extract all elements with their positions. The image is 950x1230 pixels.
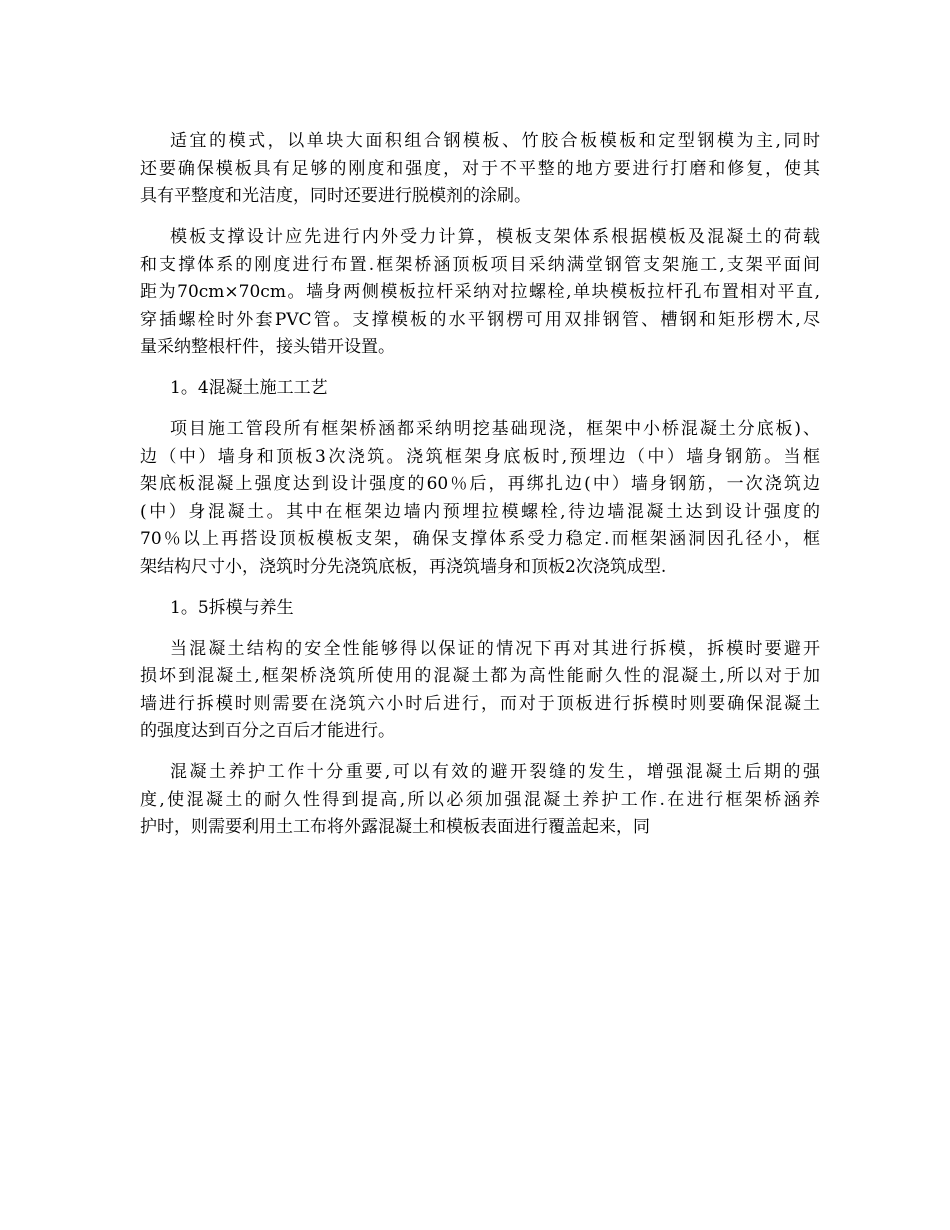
- text-line: 边（中）墙身和顶板3次浇筑。浇筑框架身底板时,预埋边（中）墙身钢筋。当框: [140, 446, 820, 467]
- text-line: 和支撑体系的刚度进行布置.框架桥涵顶板项目采纳满堂钢管支架施工,支架平面间: [140, 254, 820, 275]
- text-line: 混凝土养护工作十分重要,可以有效的避开裂缝的发生，增强混凝土后期的强: [170, 762, 820, 782]
- paragraph-curing: [140, 759, 820, 842]
- text-line: 度,使混凝土的耐久性得到提高,所以必须加强混凝土养护工作.在进行框架桥涵养: [140, 789, 820, 810]
- paragraph-formwork-support: [140, 224, 820, 362]
- text-line: 护时，则需要利用土工布将外露混凝土和模板表面进行覆盖起来，同: [140, 817, 650, 837]
- text-line: 模板支撑设计应先进行内外受力计算，模板支架体系根据模板及混凝土的荷载: [170, 227, 820, 247]
- paragraph-concrete-process: [140, 416, 820, 581]
- text-line: 的强度达到百分之百后才能进行。: [140, 721, 395, 741]
- text-line: 适宜的模式，以单块大面积组合钢模板、竹胶合板模板和定型钢模为主,同时: [170, 131, 820, 151]
- document-body: [140, 128, 820, 855]
- text-line: 损坏到混凝土,框架桥浇筑所使用的混凝土都为高性能耐久性的混凝土,所以对于加: [140, 666, 820, 686]
- text-line: (中）身混凝土。其中在框架边墙内预埋拉模螺栓,待边墙混凝土达到设计强度的: [140, 501, 820, 522]
- text-line: 架底板混凝上强度达到设计强度的60％后，再绑扎边(中）墙身钢筋，一次浇筑边: [140, 474, 820, 494]
- text-line: 墙进行拆模时则需要在浇筑六小时后进行，而对于顶板进行拆模时则要确保混凝土: [140, 693, 820, 714]
- text-line: 70％以上再搭设顶板模板支架，确保支撑体系受力稳定.而框架涵洞因孔径小，框: [140, 529, 820, 549]
- paragraph-form-removal: [140, 636, 820, 746]
- text-line: 距为70cm×70cm。墙身两侧模板拉杆采纳对拉螺栓,单块模板拉杆孔布置相对平直,: [140, 282, 820, 302]
- text-line: 架结构尺寸小，浇筑时分先浇筑底板，再浇筑墙身和顶板2次浇筑成型.: [140, 556, 667, 577]
- section-heading-text: 1。4混凝土施工工艺: [170, 378, 328, 398]
- section-heading-1-4: [140, 375, 820, 403]
- section-heading-text: 1。5拆模与养生: [170, 597, 294, 618]
- text-line: 具有平整度和光洁度，同时还要进行脱模剂的涂刷。: [140, 186, 531, 206]
- text-line: 还要确保模板具有足够的刚度和强度，对于不平整的地方要进行打磨和修复，使其: [140, 158, 820, 179]
- text-line: 穿插螺栓时外套PVC管。支撑模板的水平钢楞可用双排钢管、槽钢和矩形楞木,尽: [140, 309, 820, 330]
- text-line: 当混凝土结构的安全性能够得以保证的情况下再对其进行拆模，拆模时要避开: [170, 638, 820, 659]
- text-line: 量采纳整根杆件，接头错开设置。: [140, 337, 395, 357]
- paragraph-formwork-mode: [140, 128, 820, 211]
- section-heading-1-5: [140, 595, 820, 623]
- text-line: 项目施工管段所有框架桥涵都采纳明挖基础现浇，框架中小桥混凝土分底板)、: [170, 419, 820, 439]
